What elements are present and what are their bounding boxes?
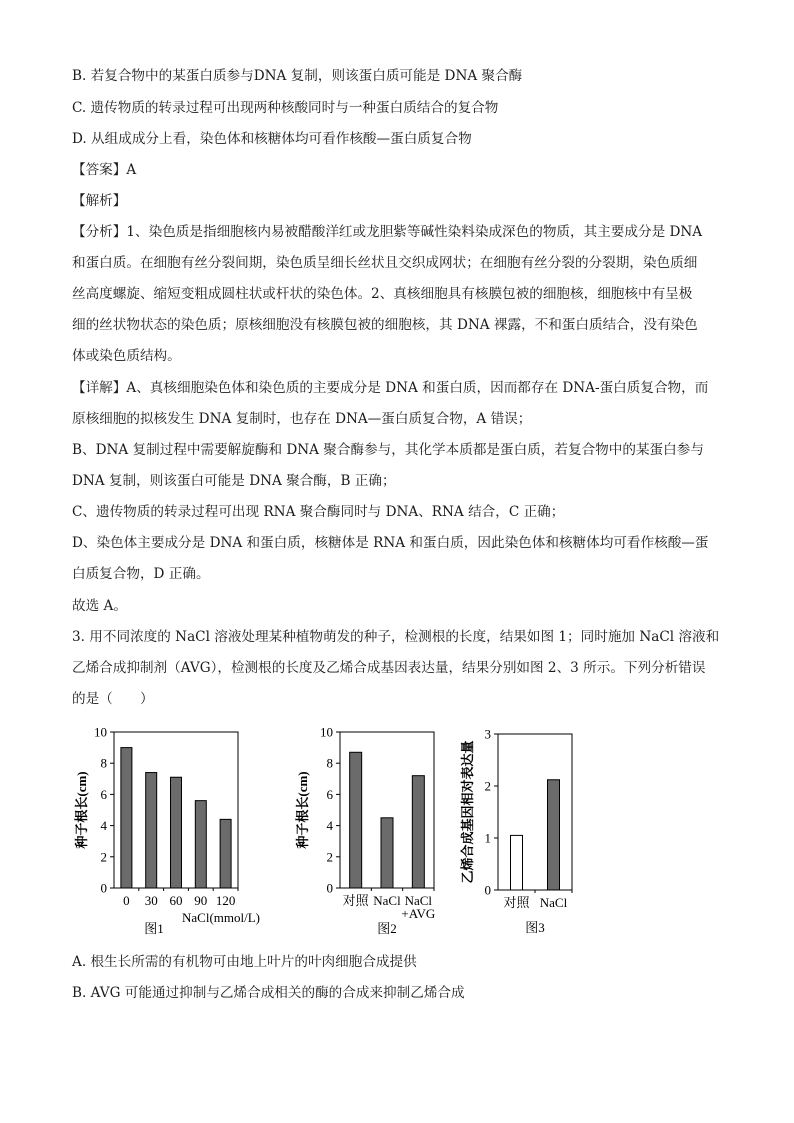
- x-tick-label: 对照: [342, 893, 369, 908]
- y-tick-label: 8: [326, 755, 333, 771]
- xiangjie-line: 白质复合物，D 正确。: [72, 566, 210, 582]
- xiangjie-line: C、遗传物质的转录过程可出现 RNA 聚合酶同时与 DNA、RNA 结合，C 正确；: [72, 504, 565, 520]
- xiangjie-line: DNA 复制，则该蛋白可能是 DNA 聚合酶，B 正确；: [72, 473, 396, 489]
- xiangjie-line: B、DNA 复制过程中需要解旋酶和 DNA 聚合酶参与，其化学本质都是蛋白质，若复合物中的某蛋白参与: [72, 442, 704, 458]
- q3-stem-line: 的是（ ）: [72, 691, 154, 707]
- fenxi-line: 细的丝状物状态的染色质；原核细胞没有核膜包被的细胞核，其 DNA 裸露，不和蛋白质结合，没有染色: [72, 317, 698, 333]
- figure-caption: 图3: [525, 920, 545, 935]
- y-tick-label: 6: [100, 786, 107, 802]
- y-tick-label: 2: [100, 849, 107, 865]
- y-tick-label: 1: [484, 830, 491, 846]
- bar: [350, 752, 362, 888]
- xiangjie-line: 原核细胞的拟核发生 DNA 复制时，也存在 DNA—蛋白质复合物，A 错误；: [72, 411, 532, 427]
- y-tick-label: 8: [100, 755, 107, 771]
- xiangjie-line: 【详解】A、真核细胞染色体和染色质的主要成分是 DNA 和蛋白质，因而都存在 DNA-蛋白质复合物，而: [72, 380, 709, 396]
- x-tick-label: 60: [169, 893, 183, 908]
- fenxi-line: 体或染色质结构。: [72, 348, 181, 364]
- q3-stem-line: 乙烯合成抑制剂（AVG），检测根的长度及乙烯合成基因表达量，结果分别如图 2、3 所示。下列分析错误: [72, 660, 706, 676]
- x-tick-label: 0: [123, 893, 130, 908]
- figure-caption: 图1: [144, 921, 164, 936]
- y-tick-label: 0: [484, 882, 491, 898]
- xiangjie-line: D、染色体主要成分是 DNA 和蛋白质，核糖体是 RNA 和蛋白质，因此染色体和核糖体均可看作核酸—蛋: [72, 535, 709, 551]
- bar: [121, 748, 132, 888]
- x-axis-title: NaCl(mmol/L): [182, 910, 260, 925]
- bar: [195, 801, 206, 888]
- bar: [220, 819, 231, 888]
- analysis-heading: 【解析】: [72, 193, 127, 209]
- y-tick-label: 0: [100, 880, 107, 896]
- q3-stem-line: 3. 用不同浓度的 NaCl 溶液处理某种植物萌发的种子，检测根的长度，结果如图 1；同时施加 NaCl 溶液和: [72, 629, 720, 645]
- y-tick-label: 3: [484, 726, 491, 742]
- figure-panel: [0, 718, 794, 948]
- y-tick-label: 2: [484, 778, 491, 794]
- plot-frame: [498, 734, 572, 890]
- charts-svg: [0, 718, 794, 948]
- y-tick-label: 10: [94, 724, 107, 740]
- y-axis-title: 种子根长(cm): [295, 771, 310, 849]
- bar: [146, 773, 157, 888]
- x-tick-label: 对照: [503, 895, 530, 910]
- x-tick-label: 120: [215, 893, 236, 908]
- fenxi-line: 【分析】1、染色质是指细胞核内易被醋酸洋红或龙胆紫等碱性染料染成深色的物质，其主要成分是 DNA: [72, 224, 703, 240]
- x-tick-label: NaCl: [404, 893, 433, 908]
- q3-option-a: A. 根生长所需的有机物可由地上叶片的叶肉细胞合成提供: [72, 954, 417, 970]
- y-tick-label: 0: [326, 880, 333, 896]
- xiangjie-line: 故选 A。: [72, 598, 127, 614]
- y-tick-label: 2: [326, 849, 333, 865]
- x-tick-label: +AVG: [401, 906, 436, 921]
- option-c-q2: C. 遗传物质的转录过程可出现两种核酸同时与一种蛋白质结合的复合物: [72, 100, 499, 116]
- y-tick-label: 10: [320, 724, 333, 740]
- fenxi-line: 和蛋白质。在细胞有丝分裂间期，染色质呈细长丝状且交织成网状；在细胞有丝分裂的分裂期，染色质细: [72, 255, 698, 271]
- x-tick-label: NaCl: [373, 893, 401, 908]
- bar: [381, 818, 393, 888]
- bar: [511, 835, 523, 890]
- figure-caption: 图2: [377, 921, 397, 936]
- fenxi-line: 丝高度螺旋、缩短变粗成圆柱状或杆状的染色体。2、真核细胞具有核膜包被的细胞核，细胞核中有呈极: [72, 286, 693, 302]
- bar: [171, 777, 182, 888]
- option-d-q2: D. 从组成成分上看，染色体和核糖体均可看作核酸—蛋白质复合物: [72, 131, 472, 147]
- answer-line: 【答案】A: [72, 162, 137, 178]
- y-tick-label: 4: [326, 818, 333, 834]
- bar: [412, 776, 424, 888]
- y-axis-title: 乙烯合成基因相对表达量: [460, 740, 475, 884]
- y-tick-label: 6: [326, 786, 333, 802]
- x-tick-label: 30: [144, 893, 158, 908]
- bar: [548, 780, 560, 890]
- x-tick-label: 90: [194, 893, 208, 908]
- y-axis-title: 种子根长(cm): [74, 771, 89, 849]
- y-tick-label: 4: [100, 818, 107, 834]
- x-tick-label: NaCl: [539, 895, 568, 910]
- option-b-q2: B. 若复合物中的某蛋白质参与DNA 复制，则该蛋白质可能是 DNA 聚合酶: [72, 68, 523, 84]
- q3-option-b: B. AVG 可能通过抑制与乙烯合成相关的酶的合成来抑制乙烯合成: [72, 985, 465, 1001]
